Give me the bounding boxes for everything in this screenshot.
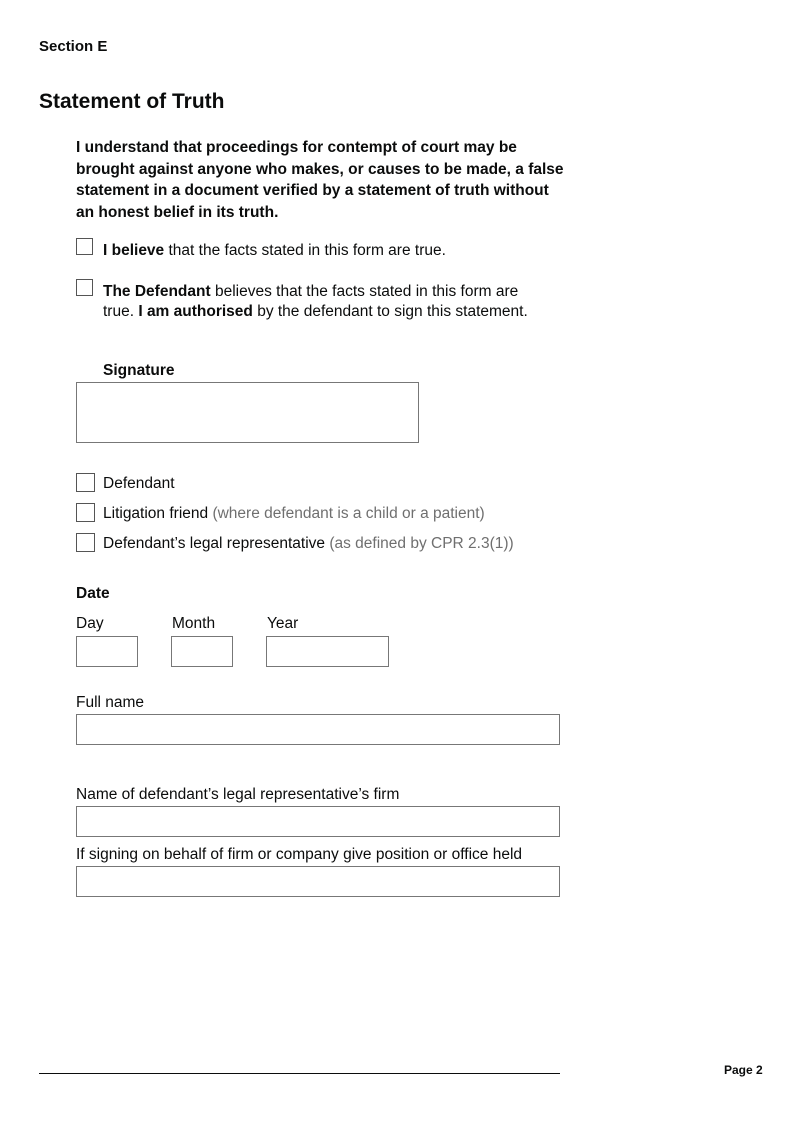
role-legal-rep-note: (as defined by CPR 2.3(1)) (329, 535, 514, 552)
role-litigation-friend-note: (where defendant is a child or a patient) (212, 505, 485, 522)
role-litigation-friend-checkbox[interactable] (76, 503, 95, 522)
year-input[interactable] (266, 636, 389, 667)
role-defendant-text (103, 474, 175, 494)
defendant-believes-rest: believes that the facts stated in this form are true. (103, 283, 519, 320)
intro-statement: I understand that proceedings for contempt of court may be brought against anyone who makes, or causes to be made, a false statement in a document verified by a statement of truth without an honest belief in its truth. (76, 139, 564, 221)
full-name-input[interactable] (76, 714, 560, 745)
i-believe-rest: that the facts stated in this form are true. (164, 242, 446, 259)
role-legal-rep-checkbox[interactable] (76, 533, 95, 552)
position-input[interactable] (76, 866, 560, 897)
defendant-believes-checkbox[interactable] (76, 279, 93, 296)
position-label: If signing on behalf of firm or company give position or office held (76, 846, 523, 863)
role-defendant-checkbox[interactable] (76, 473, 95, 492)
firm-name-label: Name of defendant’s legal representative’s firm (76, 786, 400, 803)
day-input[interactable] (76, 636, 138, 667)
signature-field[interactable] (76, 382, 419, 443)
signature-label: Signature (103, 362, 175, 379)
role-legal-rep-text (103, 534, 514, 554)
date-label: Date (76, 585, 110, 602)
role-defendant-label: Defendant (103, 475, 175, 492)
section-label: Section E (39, 38, 108, 55)
page-number: Page 2 (724, 1063, 763, 1077)
i-believe-checkbox[interactable] (76, 238, 93, 255)
authorised-bold: I am authorised (138, 303, 253, 320)
firm-name-input[interactable] (76, 806, 560, 837)
role-legal-rep-label: Defendant’s legal representative (103, 535, 326, 552)
full-name-label: Full name (76, 694, 145, 711)
footer-divider (39, 1073, 560, 1074)
role-litigation-friend-label: Litigation friend (103, 505, 209, 522)
month-input[interactable] (171, 636, 233, 667)
month-label: Month (172, 615, 216, 632)
defendant-believes-text (103, 282, 553, 322)
defendant-believes-bold: The Defendant (103, 283, 211, 300)
i-believe-text (103, 241, 563, 261)
i-believe-bold: I believe (103, 242, 165, 259)
day-label: Day (76, 615, 104, 632)
authorised-rest: by the defendant to sign this statement. (252, 303, 528, 320)
page-title: Statement of Truth (39, 90, 225, 113)
year-label: Year (267, 615, 299, 632)
role-litigation-friend-text (103, 504, 485, 524)
